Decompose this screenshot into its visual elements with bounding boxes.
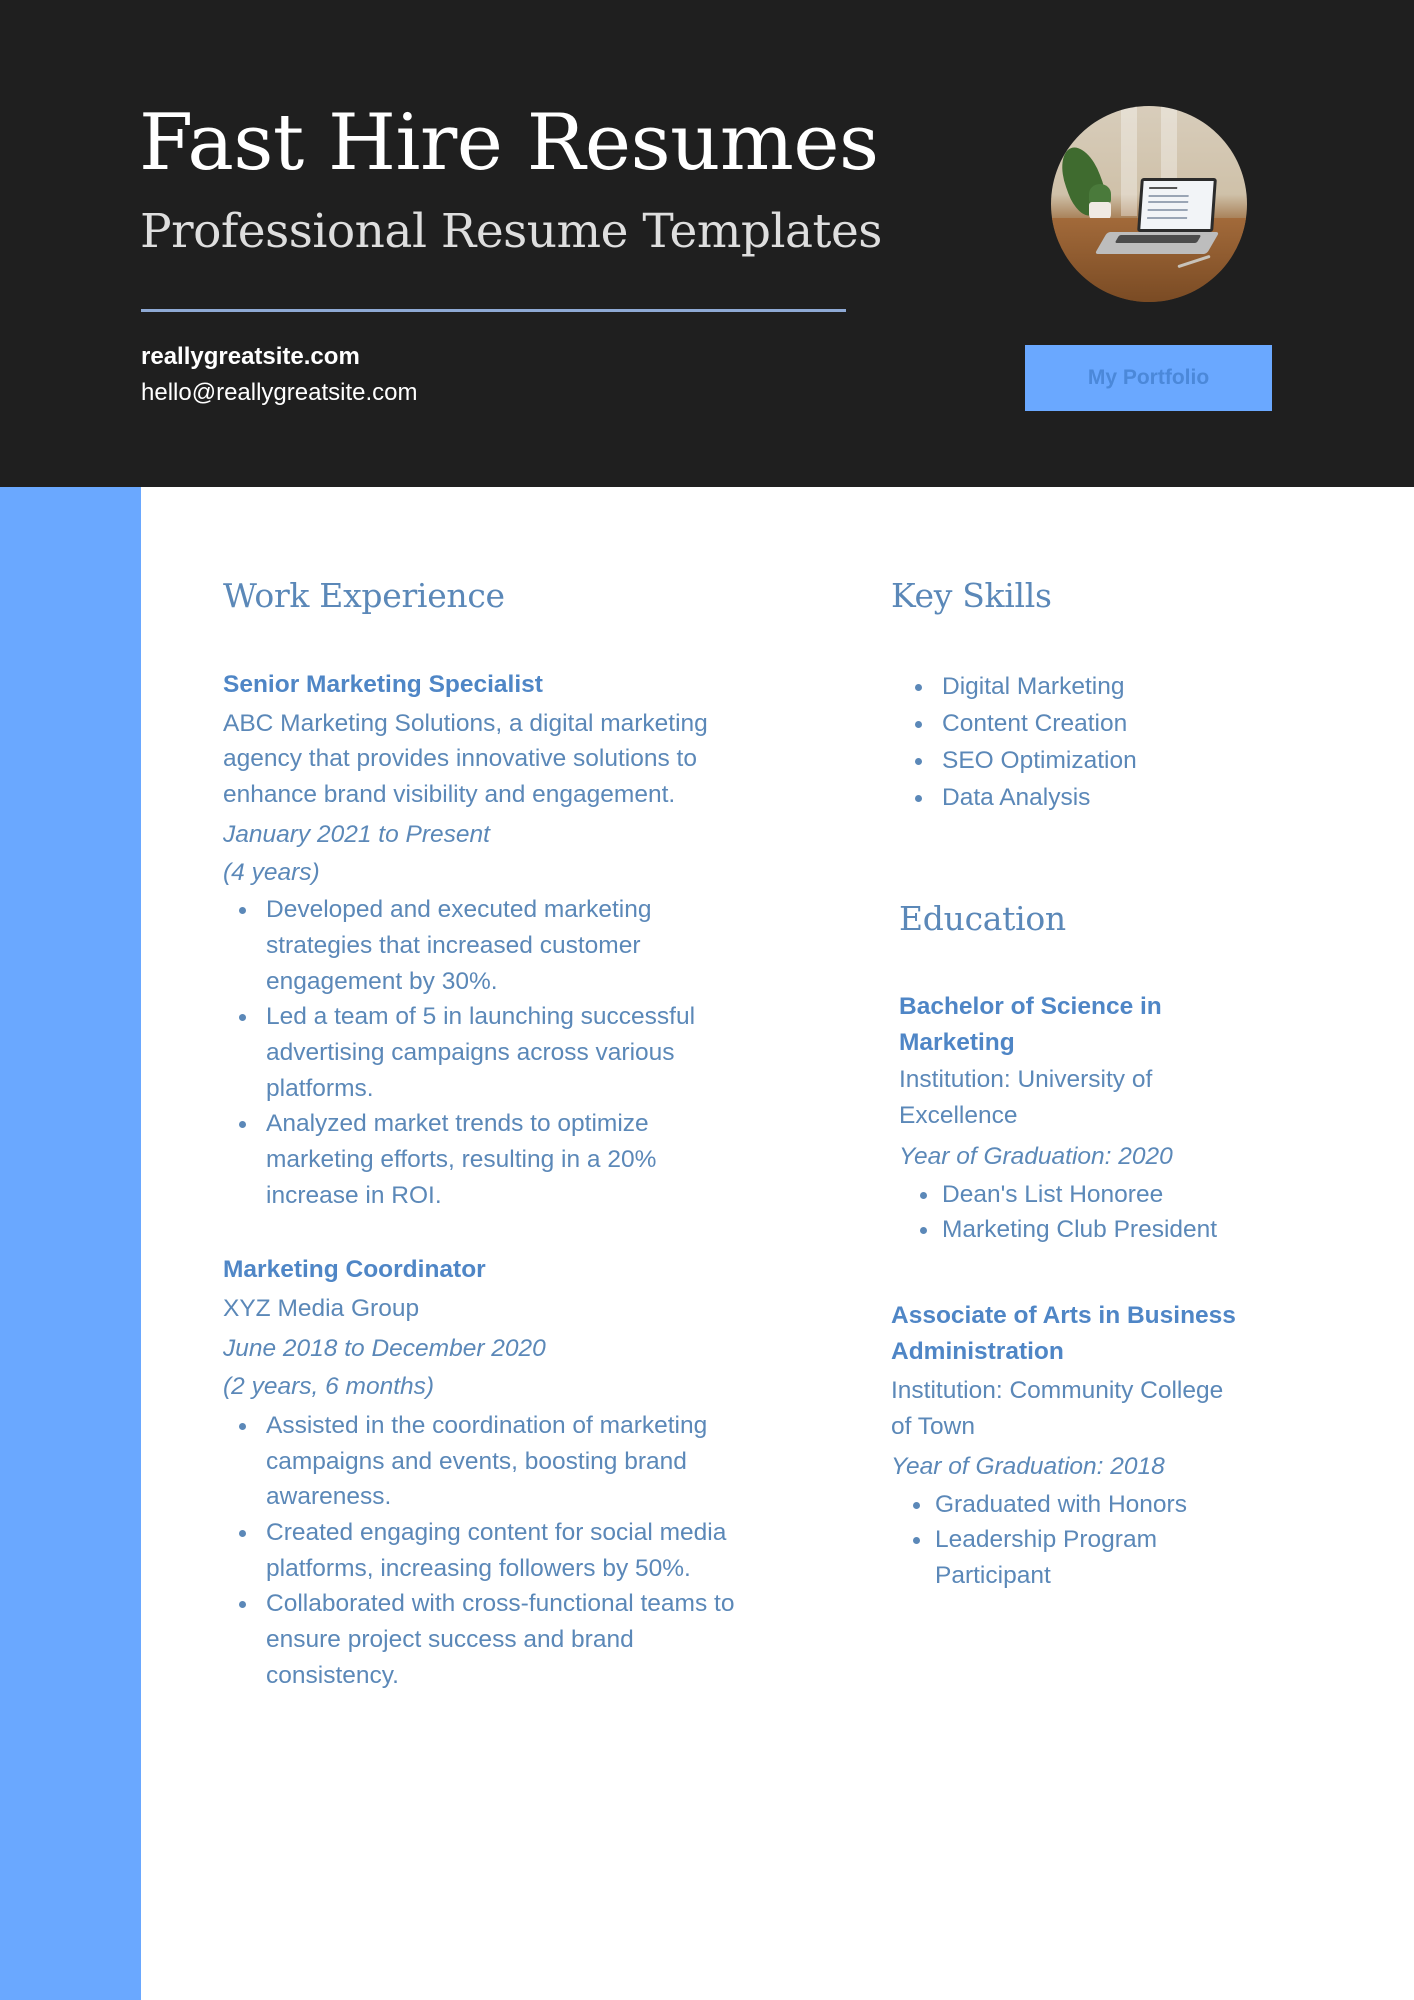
honor-line: Dean's List Honoree xyxy=(942,1180,1164,1208)
job-title: Senior Marketing Specialist xyxy=(223,671,543,698)
photo-detail xyxy=(1115,235,1202,243)
list-item xyxy=(899,1177,1299,1213)
honor-line: Marketing Club President xyxy=(942,1216,1218,1244)
website-link[interactable]: reallygreatsite.com xyxy=(141,343,360,370)
bullet-line: campaigns and events, boosting brand xyxy=(266,1447,687,1475)
bullet-line: advertising campaigns across various xyxy=(266,1039,675,1067)
degree-line: Marketing xyxy=(899,1028,1015,1056)
graduation-year: Year of Graduation: 2020 xyxy=(899,1142,1173,1170)
list-item xyxy=(223,1408,823,1515)
job-duration: (4 years) xyxy=(223,858,320,886)
laptop-screen xyxy=(1137,178,1217,232)
email-link[interactable]: hello@reallygreatsite.com xyxy=(141,379,418,406)
photo-detail xyxy=(1148,201,1188,203)
photo-detail xyxy=(1121,106,1137,216)
job-entry xyxy=(223,667,823,1214)
job-entry xyxy=(223,1252,823,1693)
bullet-line: consistency. xyxy=(266,1661,399,1689)
header-banner xyxy=(0,0,1414,487)
list-item xyxy=(223,892,823,999)
company-line: enhance brand visibility and engagement. xyxy=(223,781,676,809)
my-portfolio-button[interactable]: My Portfolio xyxy=(1025,345,1272,411)
accent-sidebar xyxy=(0,487,141,2000)
education-heading: Education xyxy=(899,899,1066,938)
bullet-line: engagement by 30%. xyxy=(266,967,498,995)
photo-detail xyxy=(1089,184,1111,204)
list-item xyxy=(223,999,823,1106)
page-title: Fast Hire Resumes xyxy=(139,98,879,188)
page-subtitle: Professional Resume Templates xyxy=(140,204,882,259)
job-title: Marketing Coordinator xyxy=(223,1256,486,1283)
key-skills-heading: Key Skills xyxy=(891,576,1052,615)
bullet-line: ensure project success and brand xyxy=(266,1626,634,1654)
graduation-year: Year of Graduation: 2018 xyxy=(891,1452,1165,1480)
bullet-line: Led a team of 5 in launching successful xyxy=(266,1003,696,1031)
institution-line: Institution: Community College xyxy=(891,1377,1224,1405)
company-line: agency that provides innovative solutions to xyxy=(223,745,697,773)
job-dates: June 2018 to December 2020 xyxy=(223,1335,546,1363)
job-bullets xyxy=(223,1408,823,1694)
institution-line: of Town xyxy=(891,1413,975,1441)
list-item xyxy=(223,1515,823,1586)
skill-item: Digital Marketing xyxy=(891,668,1311,705)
degree-line: Administration xyxy=(891,1337,1064,1365)
bullet-line: platforms. xyxy=(266,1074,374,1102)
profile-photo xyxy=(1051,106,1247,302)
bullet-line: increase in ROI. xyxy=(266,1181,442,1209)
list-item xyxy=(891,1522,1301,1593)
photo-detail xyxy=(1147,217,1187,219)
list-item xyxy=(891,1487,1301,1523)
skill-item: SEO Optimization xyxy=(891,742,1311,779)
work-experience-heading: Work Experience xyxy=(223,576,505,615)
job-bullets xyxy=(223,892,823,1213)
list-item xyxy=(223,1106,823,1213)
degree-line: Associate of Arts in Business xyxy=(891,1302,1236,1329)
honor-line: Participant xyxy=(935,1561,1051,1589)
photo-detail xyxy=(1149,187,1177,189)
bullet-line: Assisted in the coordination of marketing xyxy=(266,1411,708,1439)
bullet-line: Created engaging content for social media xyxy=(266,1518,727,1546)
job-dates: January 2021 to Present xyxy=(223,820,490,848)
degree-line: Bachelor of Science in xyxy=(899,993,1162,1020)
skill-item: Content Creation xyxy=(891,705,1311,742)
bullet-line: platforms, increasing followers by 50%. xyxy=(266,1554,691,1582)
institution-line: Excellence xyxy=(899,1102,1018,1130)
bullet-line: Analyzed market trends to optimize xyxy=(266,1110,649,1138)
honor-line: Graduated with Honors xyxy=(935,1490,1187,1518)
institution-line: Institution: University of xyxy=(899,1066,1153,1094)
bullet-line: awareness. xyxy=(266,1483,392,1511)
honors-list xyxy=(899,1177,1299,1248)
skill-item: Data Analysis xyxy=(891,779,1311,816)
photo-detail xyxy=(1148,209,1188,211)
bullet-line: Developed and executed marketing xyxy=(266,896,652,924)
bullet-line: marketing efforts, resulting in a 20% xyxy=(266,1146,657,1174)
education-entry xyxy=(891,1298,1301,1594)
honor-line: Leadership Program xyxy=(935,1526,1157,1554)
list-item xyxy=(223,1586,823,1693)
bullet-line: strategies that increased customer xyxy=(266,931,641,959)
photo-detail xyxy=(1149,195,1189,197)
honors-list xyxy=(891,1487,1301,1594)
list-item xyxy=(899,1212,1299,1248)
education-entry xyxy=(899,989,1299,1248)
company-line: ABC Marketing Solutions, a digital marketing xyxy=(223,709,708,737)
header-divider xyxy=(141,309,846,312)
skills-list xyxy=(891,668,1311,816)
company-line: XYZ Media Group xyxy=(223,1294,420,1322)
job-duration: (2 years, 6 months) xyxy=(223,1373,435,1401)
bullet-line: Collaborated with cross-functional teams to xyxy=(266,1590,735,1618)
